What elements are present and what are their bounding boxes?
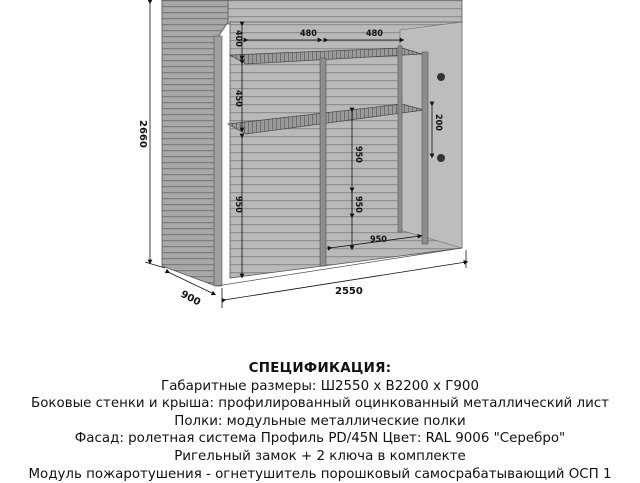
dim-middle-gap: 450 (233, 90, 243, 107)
dim-right-post: 200 (433, 114, 443, 131)
dim-height-total: 2660 (137, 120, 148, 148)
spec-line-lock: Ригельный замок + 2 ключа в комплекте (174, 448, 466, 464)
dim-shelf-left: 480 (300, 29, 317, 39)
side-hole (437, 73, 445, 81)
side-hole (437, 154, 445, 162)
spec-line-walls: Боковые стенки и крыша: профилированный оцинкованный металлический лист (31, 396, 609, 412)
right-side-wall (400, 22, 462, 248)
shelf-post-back (398, 46, 402, 232)
dim-depth: 900 (178, 288, 203, 309)
spec-line-shelves: Полки: модульные металлические полки (174, 413, 466, 429)
spec-line-fire-module: Модуль пожаротушения - огнетушитель порошковый самосрабатывающий ОСП 1 (28, 466, 612, 482)
dim-bottom-gap: 950 (233, 196, 243, 213)
dim-center-mid: 950 (353, 146, 363, 163)
spec-line-facade: Фасад: ролетная система Профиль PD/45N Цвет: RAL 9006 "Серебро" (74, 431, 566, 447)
specification-block (0, 360, 640, 483)
shelf-post-middle (320, 58, 326, 266)
spec-line-dimensions: Габаритные размеры: Ш2550 х В2200 х Г900 (161, 378, 479, 394)
dim-top-gap: 400 (233, 30, 243, 47)
front-post (214, 36, 222, 286)
spec-title: СПЕЦИФИКАЦИЯ: (248, 361, 392, 376)
dim-floor-span: 950 (370, 235, 387, 245)
shelf-post-right (422, 52, 428, 244)
dim-shelf-right: 480 (366, 29, 383, 39)
dim-center-bottom: 950 (353, 196, 363, 213)
dim-width-total: 2550 (335, 286, 363, 297)
